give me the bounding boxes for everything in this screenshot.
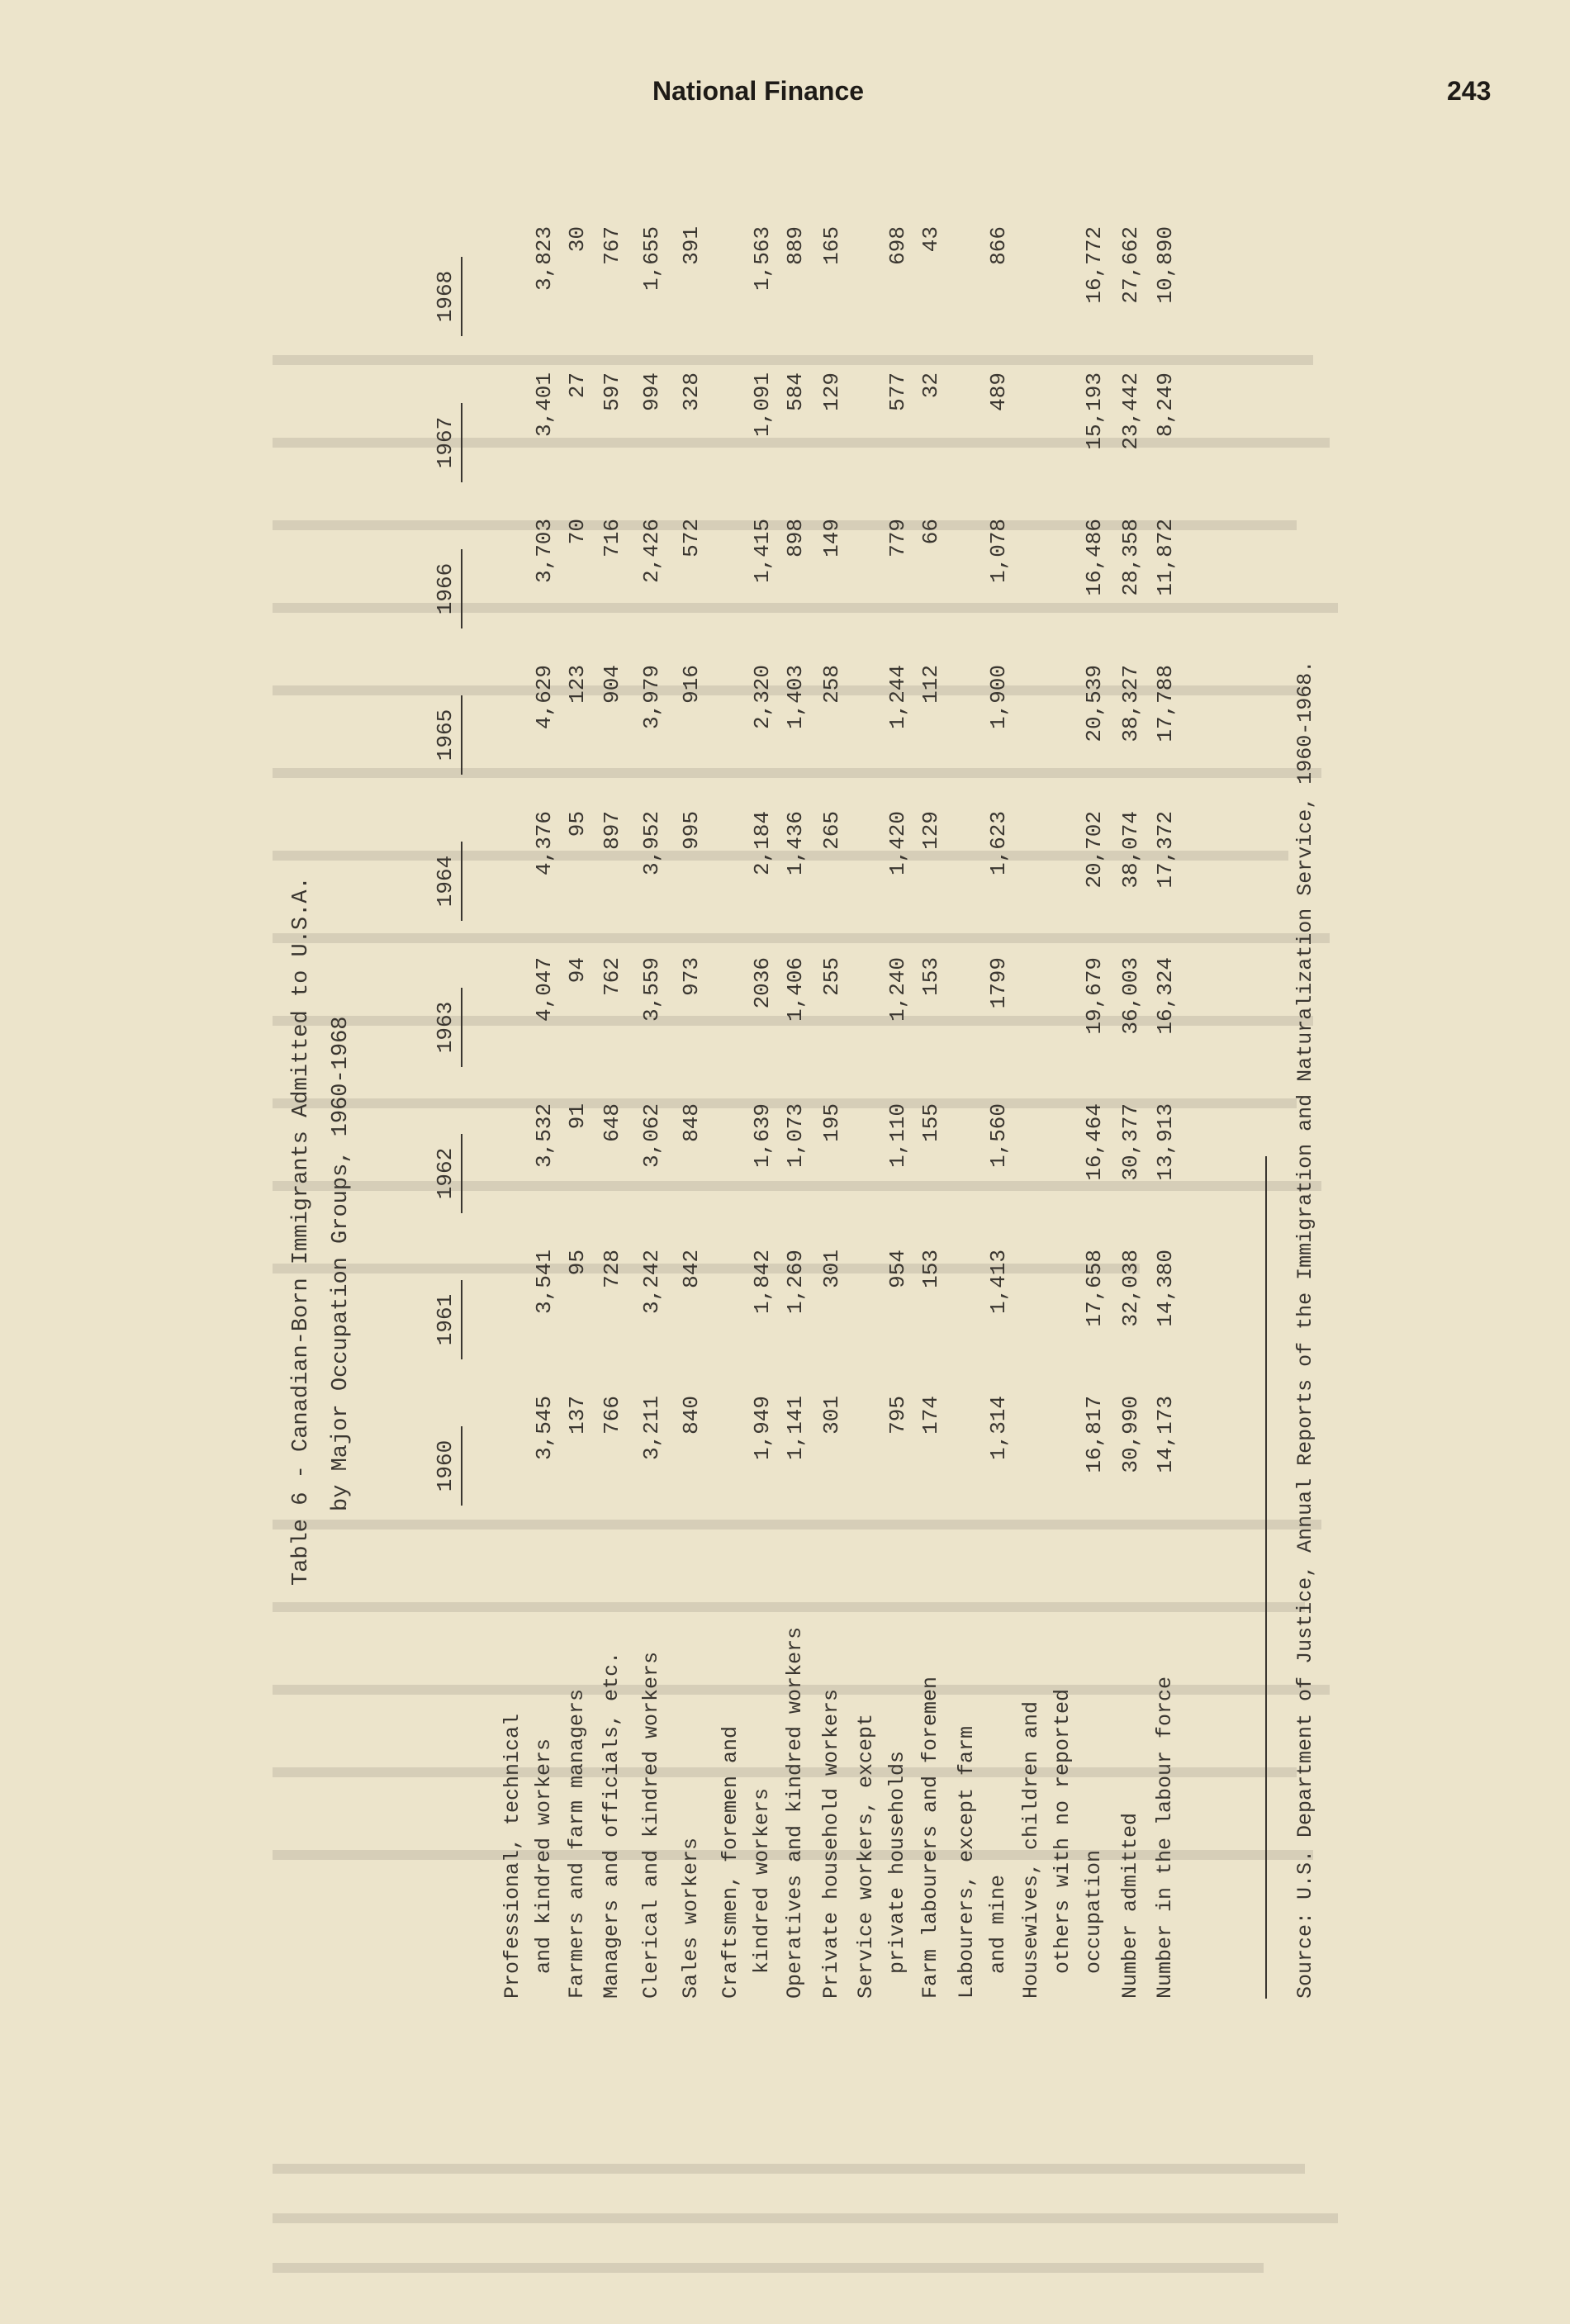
table-cell: 112: [918, 665, 943, 704]
table-cell: 994: [639, 372, 664, 411]
table-cell: 3,242: [639, 1250, 664, 1315]
table-cell: 16,486: [1082, 519, 1107, 596]
table-cell: 265: [819, 811, 844, 850]
table-cell: 898: [783, 519, 808, 557]
table-cell: 1,244: [885, 665, 910, 730]
table-cell: 1,563: [750, 226, 775, 292]
table-cell: 301: [819, 1396, 844, 1435]
row-label: Number admitted: [1118, 1812, 1142, 1999]
table-cell: 1,240: [885, 957, 910, 1022]
table-cell: 779: [885, 519, 910, 557]
table-cell: 129: [819, 372, 844, 411]
year-underline: [461, 257, 462, 336]
table-cell: 32,038: [1118, 1250, 1143, 1327]
table-cell: 153: [918, 1250, 943, 1288]
year-underline: [461, 403, 462, 482]
table-cell: 91: [565, 1103, 590, 1130]
table-cell: 70: [565, 519, 590, 545]
table-cell: 16,464: [1082, 1103, 1107, 1181]
table-cell: 973: [679, 957, 704, 996]
source-rule: [1265, 1156, 1267, 1999]
table-cell: 767: [600, 226, 624, 265]
table-cell: 20,702: [1082, 811, 1107, 889]
table-cell: 866: [986, 226, 1011, 265]
table-cell: 129: [918, 811, 943, 850]
row-label: Housewives, children and: [1019, 1700, 1043, 1999]
table-cell: 27,662: [1118, 226, 1143, 304]
table-cell: 4,376: [532, 811, 557, 876]
table-cell: 301: [819, 1250, 844, 1288]
table-cell: 17,372: [1153, 811, 1178, 889]
table-cell: 30,377: [1118, 1103, 1143, 1181]
table-cell: 14,380: [1153, 1250, 1178, 1327]
table-cell: 1799: [986, 957, 1011, 1009]
table-cell: 3,703: [532, 519, 557, 584]
table-cell: 14,173: [1153, 1396, 1178, 1473]
table-cell: 916: [679, 665, 704, 704]
table-title: Table 6 - Canadian-Born Immigrants Admitted to U.S.A.: [289, 876, 314, 1586]
table-cell: 165: [819, 226, 844, 265]
table-cell: 137: [565, 1396, 590, 1435]
table-cell: 1,436: [783, 811, 808, 876]
table-cell: 1,900: [986, 665, 1011, 730]
year-underline: [461, 988, 462, 1067]
table-cell: 16,772: [1082, 226, 1107, 304]
table-cell: 153: [918, 957, 943, 996]
table-cell: 648: [600, 1103, 624, 1142]
table-cell: 2,426: [639, 519, 664, 584]
table-cell: 1,415: [750, 519, 775, 584]
row-label: Farm labourers and foremen: [918, 1676, 942, 1999]
table-subtitle: by Major Occupation Groups, 1960-1968: [329, 1016, 353, 1511]
table-cell: 572: [679, 519, 704, 557]
table-cell: 3,062: [639, 1103, 664, 1169]
row-label: Clerical and kindred workers: [639, 1651, 663, 1999]
row-label: Sales workers: [679, 1837, 703, 1999]
table-cell: 258: [819, 665, 844, 704]
year-header-1960: 1960: [433, 1439, 458, 1492]
row-label: Labourers, except farm: [955, 1725, 979, 1999]
row-label: Managers and officials, etc.: [600, 1651, 624, 1999]
table-cell: 1,269: [783, 1250, 808, 1315]
table-cell: 66: [918, 519, 943, 545]
table-cell: 1,141: [783, 1396, 808, 1461]
table-cell: 95: [565, 1250, 590, 1276]
table-cell: 17,658: [1082, 1250, 1107, 1327]
row-label: and kindred workers: [532, 1738, 556, 1999]
table-cell: 1,949: [750, 1396, 775, 1461]
year-header-1962: 1962: [433, 1147, 458, 1200]
table-cell: 38,327: [1118, 665, 1143, 742]
page-header: [0, 76, 1570, 117]
table-cell: 2,320: [750, 665, 775, 730]
table-cell: 584: [783, 372, 808, 411]
table-cell: 43: [918, 226, 943, 253]
table-cell: 795: [885, 1396, 910, 1435]
table-cell: 904: [600, 665, 624, 704]
table-source: Source: U.S. Department of Justice, Annual Reports of the Immigration and Naturalization Service, 1960-1968.: [1293, 660, 1317, 1999]
row-label: Craftsmen, foremen and: [719, 1725, 742, 1999]
table-cell: 577: [885, 372, 910, 411]
table-cell: 897: [600, 811, 624, 850]
table-cell: 149: [819, 519, 844, 557]
table-cell: 1,078: [986, 519, 1011, 584]
table-cell: 27: [565, 372, 590, 399]
row-label: Service workers, except: [854, 1713, 878, 1999]
table-cell: 1,091: [750, 372, 775, 438]
row-label: private households: [885, 1750, 909, 1999]
row-label: kindred workers: [750, 1787, 774, 1999]
table-cell: 17,788: [1153, 665, 1178, 742]
table-cell: 840: [679, 1396, 704, 1435]
table-cell: 2036: [750, 957, 775, 1009]
table-cell: 94: [565, 957, 590, 984]
table-cell: 32: [918, 372, 943, 399]
year-header-1963: 1963: [433, 1001, 458, 1054]
table-cell: 3,952: [639, 811, 664, 876]
table-cell: 23,442: [1118, 372, 1143, 450]
table-cell: 1,639: [750, 1103, 775, 1169]
table-cell: 3,211: [639, 1396, 664, 1461]
table-cell: 3,823: [532, 226, 557, 292]
table-cell: 10,890: [1153, 226, 1178, 304]
table-cell: 1,560: [986, 1103, 1011, 1169]
table-cell: 4,629: [532, 665, 557, 730]
row-label: occupation: [1082, 1849, 1106, 1999]
table-cell: 13,913: [1153, 1103, 1178, 1181]
table-cell: 36,003: [1118, 957, 1143, 1035]
table-cell: 716: [600, 519, 624, 557]
table-cell: 1,655: [639, 226, 664, 292]
table-cell: 995: [679, 811, 704, 850]
year-header-1965: 1965: [433, 709, 458, 761]
table-cell: 20,539: [1082, 665, 1107, 742]
year-underline: [461, 549, 462, 628]
table-cell: 597: [600, 372, 624, 411]
table-cell: 8,249: [1153, 372, 1178, 438]
table-cell: 766: [600, 1396, 624, 1435]
row-label: Farmers and farm managers: [565, 1688, 589, 1999]
table-cell: 848: [679, 1103, 704, 1142]
table-cell: 195: [819, 1103, 844, 1142]
table-cell: 1,073: [783, 1103, 808, 1169]
row-label: Professional, technical: [500, 1713, 524, 1999]
table-cell: 11,872: [1153, 519, 1178, 596]
table-cell: 728: [600, 1250, 624, 1288]
year-underline: [461, 1280, 462, 1359]
table-cell: 4,047: [532, 957, 557, 1022]
table-cell: 1,314: [986, 1396, 1011, 1461]
rotated-table: [223, 149, 1330, 1999]
table-cell: 1,413: [986, 1250, 1011, 1315]
page-number: 243: [1447, 76, 1492, 106]
table-cell: 762: [600, 957, 624, 996]
table-cell: 3,401: [532, 372, 557, 438]
table-cell: 1,623: [986, 811, 1011, 876]
row-label: Private household workers: [819, 1688, 843, 1999]
table-cell: 3,559: [639, 957, 664, 1022]
year-header-1967: 1967: [433, 416, 458, 469]
year-header-1964: 1964: [433, 855, 458, 908]
table-cell: 391: [679, 226, 704, 265]
table-cell: 3,532: [532, 1103, 557, 1169]
table-cell: 15,193: [1082, 372, 1107, 450]
table-cell: 28,358: [1118, 519, 1143, 596]
table-cell: 19,679: [1082, 957, 1107, 1035]
year-underline: [461, 842, 462, 921]
table-cell: 38,074: [1118, 811, 1143, 889]
year-header-1966: 1966: [433, 562, 458, 615]
table-cell: 1,110: [885, 1103, 910, 1169]
table-cell: 954: [885, 1250, 910, 1288]
table-cell: 30,990: [1118, 1396, 1143, 1473]
table-cell: 842: [679, 1250, 704, 1288]
table-cell: 123: [565, 665, 590, 704]
table-cell: 2,184: [750, 811, 775, 876]
running-title: National Finance: [652, 76, 865, 106]
table-cell: 30: [565, 226, 590, 253]
table-cell: 3,545: [532, 1396, 557, 1461]
row-label: and mine: [986, 1874, 1010, 1999]
year-underline: [461, 695, 462, 775]
table-cell: 16,324: [1153, 957, 1178, 1035]
row-label: Operatives and kindred workers: [783, 1626, 807, 1999]
table-cell: 1,842: [750, 1250, 775, 1315]
year-underline: [461, 1426, 462, 1506]
table-cell: 255: [819, 957, 844, 996]
table-cell: 889: [783, 226, 808, 265]
table-cell: 3,979: [639, 665, 664, 730]
table-cell: 1,420: [885, 811, 910, 876]
table-cell: 328: [679, 372, 704, 411]
table-cell: 489: [986, 372, 1011, 411]
table-cell: 95: [565, 811, 590, 837]
table-cell: 1,403: [783, 665, 808, 730]
table-cell: 174: [918, 1396, 943, 1435]
table-cell: 3,541: [532, 1250, 557, 1315]
year-header-1961: 1961: [433, 1293, 458, 1346]
table-cell: 698: [885, 226, 910, 265]
row-label: Number in the labour force: [1153, 1676, 1177, 1999]
year-underline: [461, 1134, 462, 1213]
table-cell: 1,406: [783, 957, 808, 1022]
table-cell: 155: [918, 1103, 943, 1142]
table-cell: 16,817: [1082, 1396, 1107, 1473]
row-label: others with no reported: [1051, 1688, 1074, 1999]
year-header-1968: 1968: [433, 270, 458, 323]
